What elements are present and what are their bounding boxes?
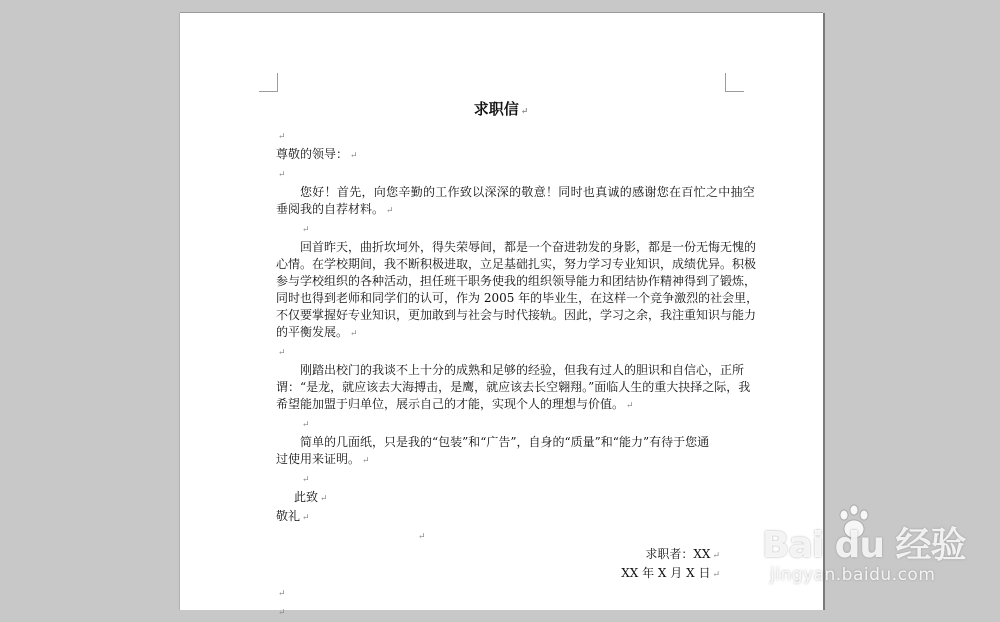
empty-line: ↵ — [278, 170, 286, 180]
empty-line: ↵ — [302, 225, 310, 235]
signature: 求职者：XX ↵ — [645, 547, 720, 561]
paragraph-conclusion: 简单的几面纸，只是我的“包装”和“广告”，自身的“质量”和“能力”有待于您通 过使用来证明。 ↵ — [276, 435, 710, 466]
empty-line: ↵ — [418, 532, 426, 542]
margin-corner-top-right — [725, 73, 744, 92]
paragraph-ambition: 刚踏出校门的我谈不上十分的成熟和足够的经验，但我有过人的胆识和自信心，正所 谓：“是龙，就应该去大海搏击，是鹰，就应该去长空翱翔。”面临人生的重大抉择之际，我 希望能加盟于归单位，展示自己的才能，实现个人的理想与价值。 ↵ — [276, 363, 751, 411]
paragraph-greeting-end: 垂阅我的自荐材料。 ↵ — [276, 202, 394, 216]
margin-corner-top-left — [259, 73, 278, 92]
document-body[interactable] — [276, 98, 759, 622]
salutation: 尊敬的领导： ↵ — [276, 147, 358, 161]
empty-line: ↵ — [278, 589, 286, 599]
empty-line: ↵ — [278, 348, 286, 358]
empty-line: ↵ — [278, 608, 286, 618]
paragraph-greeting: 您好！首先，向您辛勤的工作致以深深的敬意！同时也真诚的感谢您在百忙之中抽空 — [300, 185, 756, 199]
closing-line-2: 敬礼 ↵ — [276, 509, 310, 523]
watermark-url: jingyan.baidu.com — [770, 565, 936, 585]
empty-line: ↵ — [278, 132, 286, 142]
document-page[interactable] — [180, 13, 823, 618]
closing-line-1: 此致 ↵ — [294, 490, 328, 504]
date: XX 年 X 月 X 日 ↵ — [621, 566, 720, 580]
watermark-logo-text: Bai du 经验 — [762, 525, 966, 566]
baidu-jingyan-watermark — [762, 497, 992, 597]
empty-line: ↵ — [302, 475, 310, 485]
document-title: 求职信 ↵ — [473, 100, 529, 118]
paragraph-experience: 回首昨天，曲折坎坷外，得失荣辱间，都是一个奋进勃发的身影，都是一份无悔无愧的 心情。在学校期间，我不断积极进取，立足基础扎实，努力学习专业知识，成绩优异。积极 参与学校组织的各种活动，担任班干职务使我的组织领导能力和团结协作精神得到了锻炼， 同时也得到老师和同学们的认可，作为 2005 年的毕业生，在这样一个竞争激烈的社会里， 不仅要掌握好专业知识，更加敢到与社会与时代接轨。因此，学习之余，我注重知识与能力 的平衡发展。 ↵ — [276, 240, 759, 339]
empty-line: ↵ — [302, 420, 310, 430]
